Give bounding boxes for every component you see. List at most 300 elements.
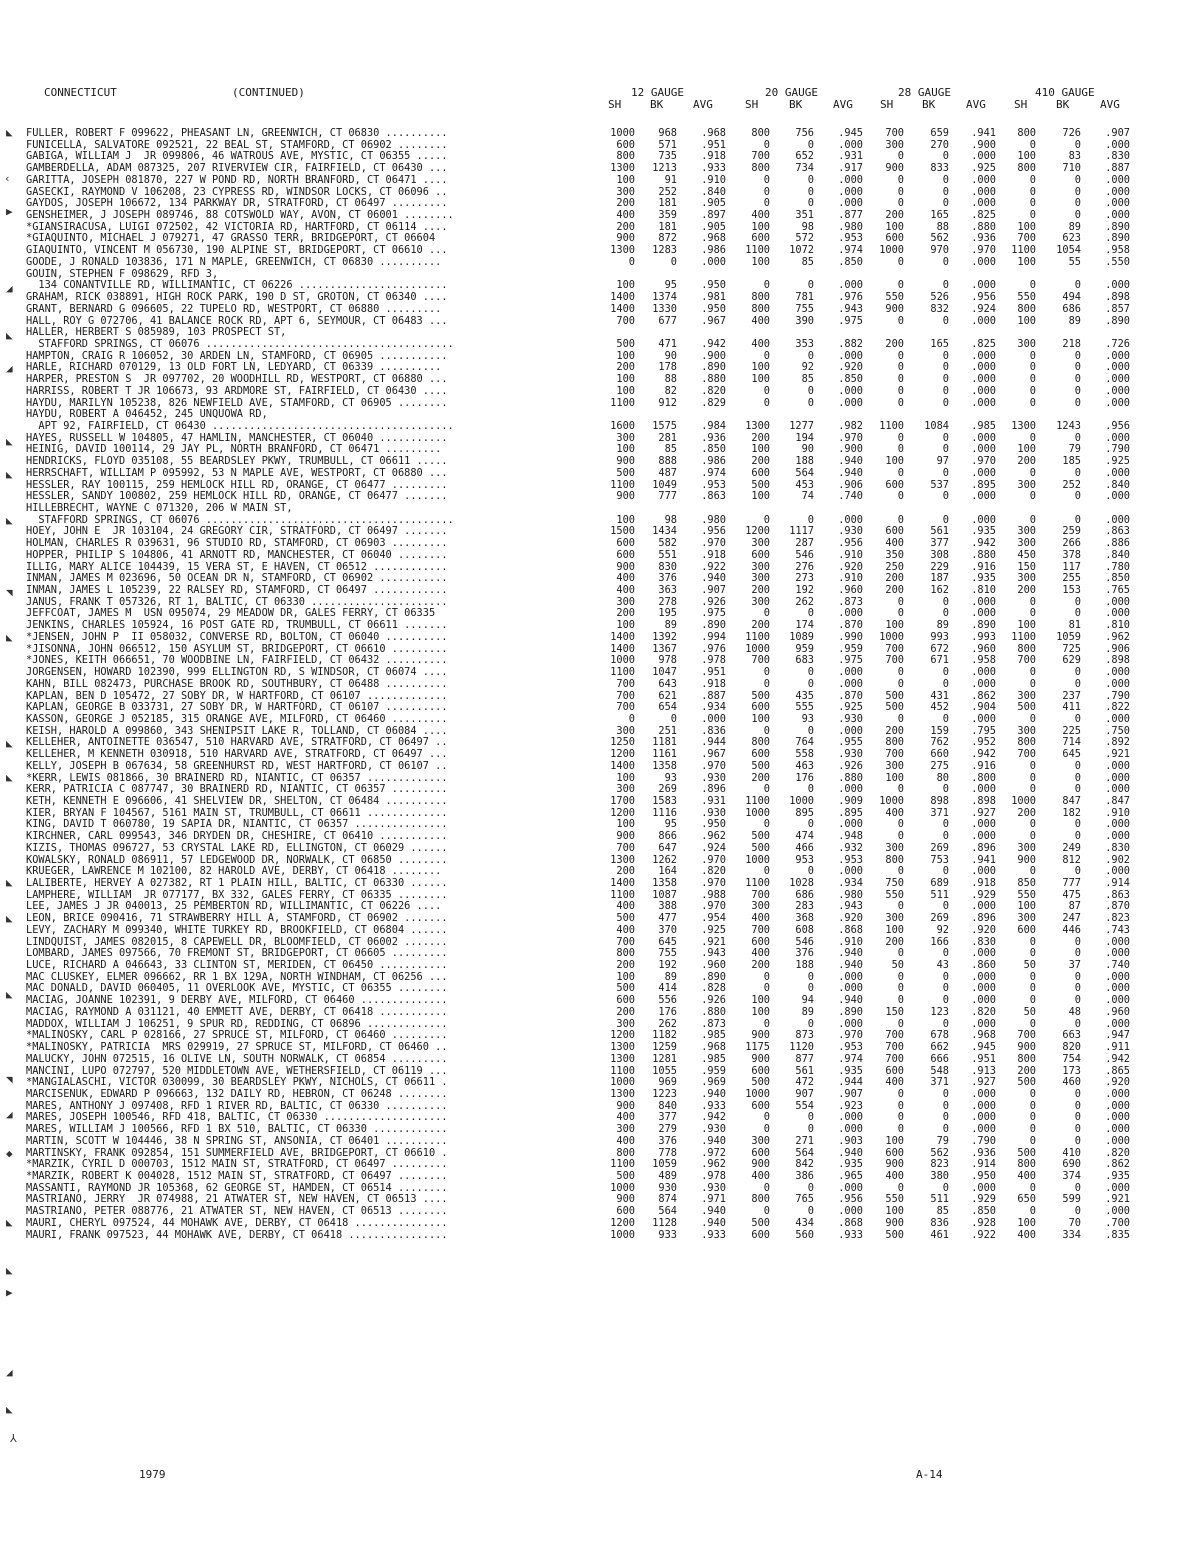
score-cell: 0 (1029, 197, 1036, 210)
score-cell: 500 (751, 478, 770, 491)
shooter-entry: MARES, WILLIAM J 100566, RFD 1 BX 510, BALTIC, CT 06330 ............ (26, 1124, 448, 1136)
score-cell: .000 (971, 361, 996, 374)
score-cell: 400 (616, 584, 635, 597)
score-cell: 800 (1017, 127, 1036, 139)
score-cell: .920 (838, 912, 863, 925)
score-cell: 650 (1017, 1193, 1036, 1206)
score-cell: 1000 (610, 1228, 635, 1241)
score-cell: 1400 (610, 877, 635, 889)
score-cell: 192 (658, 959, 677, 972)
shooter-entry: MARTINSKY, FRANK 092854, 151 SUMMERFIELD AVE, BRIDGEPORT, CT 06610 . (26, 1147, 448, 1159)
shooter-entry: KOWALSKY, RONALD 086911, 57 LEDGEWOOD DR, NORWALK, CT 06850 ........ (26, 854, 448, 866)
score-cell: 0 (1074, 1017, 1081, 1030)
score-cell: 300 (1017, 912, 1036, 925)
score-cell: 100 (616, 970, 635, 983)
score-cell: .953 (838, 853, 863, 866)
score-cell: 0 (1029, 783, 1036, 796)
score-cell: 90 (664, 349, 677, 362)
score-cell: 0 (763, 197, 770, 210)
score-cell: .750 (1105, 724, 1130, 737)
score-cell: .726 (1105, 337, 1130, 350)
score-cell: 487 (658, 466, 677, 479)
score-cell: .940 (838, 455, 863, 468)
score-cell: 0 (628, 712, 635, 725)
score-cell: .000 (838, 677, 863, 690)
score-cell: 200 (751, 619, 770, 632)
score-cell: 550 (885, 1193, 904, 1206)
score-cell: 0 (1029, 279, 1036, 292)
score-cell: 0 (763, 384, 770, 397)
score-cell: 1200 (610, 1029, 635, 1042)
score-cell: 500 (751, 1076, 770, 1089)
score-cell: 800 (616, 1146, 635, 1159)
score-cell: 0 (942, 818, 949, 831)
score-cell: .918 (701, 150, 726, 163)
score-cell: 400 (751, 314, 770, 327)
score-cell: 376 (658, 572, 677, 585)
score-cell: 453 (795, 478, 814, 491)
score-cell: .840 (1105, 478, 1130, 491)
score-cell: .905 (701, 220, 726, 233)
score-cell: .000 (1105, 1134, 1130, 1147)
score-cell: 968 (658, 127, 677, 139)
table-row (0, 480, 1200, 492)
shooter-entry: KASSON, GEORGE J 052185, 315 ORANGE AVE, MILFORD, CT 06460 ......... (26, 713, 448, 725)
score-cell: 1400 (610, 302, 635, 315)
score-cell: 414 (658, 982, 677, 995)
score-cell: 150 (1017, 560, 1036, 573)
score-cell: .000 (1105, 607, 1130, 620)
score-cell: 0 (1029, 1087, 1036, 1100)
table-row (0, 362, 1200, 374)
score-cell: .974 (701, 466, 726, 479)
score-cell: .980 (701, 513, 726, 526)
score-cell: 833 (930, 162, 949, 175)
score-cell: 677 (658, 314, 677, 327)
score-cell: 1300 (610, 1041, 635, 1054)
shooter-entry: STAFFORD SPRINGS, CT 06076 ........................................ (26, 338, 454, 350)
margin-mark: ◥ (6, 1073, 13, 1086)
col-sh: SH (745, 98, 759, 111)
score-cell: 1100 (1011, 630, 1036, 643)
score-cell: 351 (795, 209, 814, 222)
shooter-entry: HESSLER, SANDY 100802, 259 HEMLOCK HILL RD, ORANGE, CT 06477 ....... (26, 491, 448, 503)
score-cell: .910 (701, 173, 726, 186)
score-cell: .880 (701, 1005, 726, 1018)
score-cell: 0 (1074, 209, 1081, 222)
score-cell: 554 (795, 1099, 814, 1112)
score-cell: 548 (930, 1064, 949, 1077)
score-cell: .935 (971, 525, 996, 538)
score-cell: 900 (616, 1099, 635, 1112)
score-cell: 1000 (745, 1087, 770, 1100)
score-cell: 1300 (745, 419, 770, 432)
score-cell: .000 (971, 1087, 996, 1100)
score-cell: 460 (1062, 1076, 1081, 1089)
score-cell: 0 (942, 150, 949, 163)
score-cell: 0 (1074, 1111, 1081, 1124)
score-cell: 800 (1017, 736, 1036, 749)
score-cell: 0 (942, 185, 949, 198)
score-cell: 100 (751, 490, 770, 503)
score-cell: 400 (751, 1169, 770, 1182)
score-cell: 100 (1017, 900, 1036, 913)
score-cell: 93 (664, 771, 677, 784)
score-cell: 100 (616, 619, 635, 632)
score-cell: 1300 (610, 853, 635, 866)
shooter-entry: ILLIG, MARY ALICE 104439, 15 VERA ST, E HAVEN, CT 06512 ............ (26, 561, 448, 573)
score-cell: 0 (1029, 1205, 1036, 1218)
score-cell: 1000 (610, 654, 635, 667)
score-cell: 100 (616, 384, 635, 397)
score-cell: .000 (1105, 771, 1130, 784)
shooter-entry: LOMBARD, JAMES 097566, 70 FREMONT ST, BRIDGEPORT, CT 06605 ......... (26, 948, 448, 960)
score-cell: .825 (971, 337, 996, 350)
score-cell: 1059 (652, 1158, 677, 1171)
shooter-entry: *MALINOSKY, CARL P 028166, 27 SPRUCE ST, MILFORD, CT 06460 ......... (26, 1030, 448, 1042)
score-cell: 750 (885, 877, 904, 889)
score-cell: .913 (971, 1064, 996, 1077)
margin-mark: ◣ (6, 631, 13, 644)
col-avg: AVG (1100, 98, 1120, 111)
score-cell: 840 (658, 1099, 677, 1112)
score-cell: 100 (751, 373, 770, 386)
score-cell: 1100 (610, 1064, 635, 1077)
score-cell: 55 (1068, 255, 1081, 268)
table-row (0, 1136, 1200, 1148)
score-cell: 1100 (745, 244, 770, 257)
score-cell: .000 (1105, 1087, 1130, 1100)
score-cell: 0 (1029, 595, 1036, 608)
score-cell: 0 (763, 982, 770, 995)
score-cell: 0 (763, 1181, 770, 1194)
score-cell: 200 (885, 572, 904, 585)
shooter-entry: LINDQUIST, JAMES 082015, 8 CAPEWELL DR, BLOOMFIELD, CT 06002 ....... (26, 936, 448, 948)
score-cell: 0 (1074, 1087, 1081, 1100)
score-cell: 0 (942, 947, 949, 960)
score-cell: 1392 (652, 630, 677, 643)
score-cell: .000 (971, 513, 996, 526)
score-cell: 550 (1017, 291, 1036, 304)
score-cell: 0 (763, 349, 770, 362)
score-cell: 0 (807, 185, 814, 198)
score-cell: 582 (658, 537, 677, 550)
score-cell: 0 (1074, 1181, 1081, 1194)
score-cell: 1700 (610, 794, 635, 807)
score-cell: .935 (971, 572, 996, 585)
score-cell: 0 (807, 970, 814, 983)
score-cell: .830 (971, 935, 996, 948)
score-cell: .950 (971, 1169, 996, 1182)
score-cell: .945 (838, 127, 863, 139)
footer-year: 1979 (139, 1468, 166, 1481)
score-cell: .970 (838, 1029, 863, 1042)
score-cell: .953 (838, 232, 863, 245)
score-cell: 0 (1074, 349, 1081, 362)
score-cell: 1054 (1056, 244, 1081, 257)
score-cell: 0 (1074, 1099, 1081, 1112)
score-cell: 153 (1062, 584, 1081, 597)
score-cell: 400 (616, 209, 635, 222)
gauge-410-label: 410 GAUGE (1035, 86, 1095, 99)
score-cell: .951 (971, 1052, 996, 1065)
score-cell: 435 (795, 689, 814, 702)
score-cell: 0 (897, 818, 904, 831)
score-cell: .940 (701, 572, 726, 585)
score-cell: 159 (930, 724, 949, 737)
score-cell: .975 (701, 607, 726, 620)
score-cell: .959 (701, 1064, 726, 1077)
score-cell: 1055 (652, 1064, 677, 1077)
score-cell: .000 (971, 349, 996, 362)
score-cell: .000 (1105, 818, 1130, 831)
score-cell: 0 (897, 349, 904, 362)
score-cell: 1000 (879, 794, 904, 807)
score-cell: 0 (897, 373, 904, 386)
margin-mark: ◢ (6, 282, 13, 295)
score-cell: 1300 (610, 244, 635, 257)
score-cell: 562 (930, 232, 949, 245)
score-cell: 0 (1074, 431, 1081, 444)
score-cell: .000 (971, 947, 996, 960)
score-cell: 1000 (610, 127, 635, 139)
score-cell: 0 (897, 1099, 904, 1112)
score-cell: 0 (763, 279, 770, 292)
score-cell: .903 (838, 1134, 863, 1147)
score-cell: 252 (658, 185, 677, 198)
score-cell: 600 (751, 748, 770, 761)
margin-mark: ◣ (6, 771, 13, 784)
score-cell: 0 (897, 970, 904, 983)
score-cell: 561 (930, 525, 949, 538)
score-cell: 200 (616, 1005, 635, 1018)
score-cell: .928 (971, 1216, 996, 1229)
shooter-entry: HEINIG, DAVID 100114, 29 JAY PL, NORTH BRANFORD, CT 06471 ......... (26, 444, 442, 456)
score-cell: 0 (1074, 666, 1081, 679)
score-cell: 0 (807, 1111, 814, 1124)
score-cell: 1028 (789, 877, 814, 889)
shooter-entry: HAMPTON, CRAIG R 106052, 30 ARDEN LN, STAMFORD, CT 06905 ........... (26, 350, 448, 362)
margin-mark: ◢ (6, 1366, 13, 1379)
score-cell: 0 (1074, 490, 1081, 503)
score-cell: 400 (1017, 1228, 1036, 1241)
score-cell: .972 (701, 1146, 726, 1159)
score-cell: 0 (807, 1205, 814, 1218)
score-cell: 0 (1029, 490, 1036, 503)
score-cell: .000 (971, 607, 996, 620)
score-cell: 0 (1074, 994, 1081, 1007)
score-cell: 0 (1074, 197, 1081, 210)
score-cell: .923 (838, 1099, 863, 1112)
score-cell: .952 (971, 736, 996, 749)
score-cell: .905 (701, 197, 726, 210)
score-cell: 0 (897, 185, 904, 198)
score-cell: 0 (942, 443, 949, 456)
score-cell: .929 (971, 1193, 996, 1206)
col-sh: SH (880, 98, 894, 111)
score-cell: 0 (942, 361, 949, 374)
shooter-entry: GARITTA, JOSEPH 081870, 227 W POND RD, NORTH BRANFORD, CT 06471 .... (26, 174, 448, 186)
score-cell: 678 (930, 1029, 949, 1042)
score-cell: 350 (885, 548, 904, 561)
score-cell: 0 (1074, 935, 1081, 948)
score-cell: .900 (971, 138, 996, 151)
score-cell: 1000 (745, 853, 770, 866)
score-cell: 1087 (652, 888, 677, 901)
score-cell: .840 (701, 185, 726, 198)
score-cell: 500 (751, 830, 770, 843)
score-cell: .000 (838, 396, 863, 409)
table-row (0, 468, 1200, 480)
score-cell: 700 (885, 1029, 904, 1042)
score-cell: 100 (751, 712, 770, 725)
score-cell: 654 (658, 701, 677, 714)
score-cell: .931 (701, 794, 726, 807)
score-cell: 98 (664, 513, 677, 526)
score-cell: 823 (930, 1158, 949, 1171)
score-cell: 1367 (652, 642, 677, 655)
score-cell: .929 (971, 888, 996, 901)
score-cell: 0 (897, 865, 904, 878)
table-row (0, 374, 1200, 386)
table-row (0, 1194, 1200, 1206)
score-cell: 900 (885, 1216, 904, 1229)
score-cell: 100 (885, 923, 904, 936)
score-cell: .962 (1105, 630, 1130, 643)
score-cell: 500 (616, 337, 635, 350)
table-row (0, 749, 1200, 761)
score-cell: .000 (1105, 595, 1130, 608)
score-cell: 176 (658, 1005, 677, 1018)
table-row (0, 948, 1200, 960)
score-cell: .932 (838, 841, 863, 854)
shooter-entry: HALL, ROY G 072706, 41 BALANCE ROCK RD, APT 6, SEYMOUR, CT 06483 ... (26, 315, 448, 327)
score-cell: 0 (763, 607, 770, 620)
score-cell: 978 (658, 654, 677, 667)
score-cell: 400 (885, 1169, 904, 1182)
score-cell: .880 (971, 548, 996, 561)
score-cell: .890 (701, 361, 726, 374)
score-cell: .870 (838, 689, 863, 702)
score-cell: .000 (971, 150, 996, 163)
score-cell: 600 (751, 466, 770, 479)
score-cell: 446 (1062, 923, 1081, 936)
shooter-entry: HILLEBRECHT, WAYNE C 071320, 206 W MAIN ST, (26, 503, 293, 514)
score-cell: 0 (1074, 396, 1081, 409)
score-cell: .820 (1105, 1146, 1130, 1159)
score-cell: .000 (838, 1017, 863, 1030)
score-cell: .743 (1105, 923, 1130, 936)
score-cell: 279 (658, 1123, 677, 1136)
score-cell: .922 (701, 560, 726, 573)
score-cell: 0 (942, 255, 949, 268)
score-cell: 546 (795, 935, 814, 948)
score-cell: 247 (1062, 912, 1081, 925)
score-cell: 94 (801, 994, 814, 1007)
score-cell: 0 (1029, 1123, 1036, 1136)
score-cell: .000 (1105, 666, 1130, 679)
score-cell: .898 (1105, 654, 1130, 667)
table-row (0, 1230, 1200, 1242)
score-cell: 755 (658, 947, 677, 960)
score-cell: 475 (1062, 888, 1081, 901)
score-cell: 376 (795, 947, 814, 960)
score-cell: 0 (763, 724, 770, 737)
score-cell: .970 (971, 455, 996, 468)
score-cell: 150 (885, 1005, 904, 1018)
table-row (0, 1054, 1200, 1066)
score-cell: 0 (897, 384, 904, 397)
score-cell: 714 (1062, 736, 1081, 749)
shooter-entry: HAYES, RUSSELL W 104805, 47 HAMLIN, MANCHESTER, CT 06040 ........... (26, 432, 448, 444)
score-cell: 1600 (610, 419, 635, 432)
score-cell: .880 (701, 373, 726, 386)
score-cell: 0 (1074, 173, 1081, 186)
score-cell: .000 (838, 607, 863, 620)
score-cell: 218 (1062, 337, 1081, 350)
score-cell: 0 (897, 490, 904, 503)
score-cell: 599 (1062, 1193, 1081, 1206)
score-cell: .896 (971, 841, 996, 854)
score-cell: .985 (971, 419, 996, 432)
score-cell: 95 (664, 818, 677, 831)
score-cell: 877 (795, 1052, 814, 1065)
score-cell: 1100 (745, 794, 770, 807)
shooter-entry: *MANGIALASCHI, VICTOR 030099, 30 BEARDSLEY PKWY, NICHOLS, CT 06611 . (26, 1077, 448, 1089)
score-cell: 558 (795, 748, 814, 761)
score-cell: .000 (838, 197, 863, 210)
score-cell: 500 (751, 759, 770, 772)
score-cell: 0 (897, 197, 904, 210)
score-cell: 800 (616, 150, 635, 163)
score-cell: .988 (701, 888, 726, 901)
score-cell: 452 (930, 701, 949, 714)
score-cell: 1100 (1011, 244, 1036, 257)
shooter-entry: JORGENSEN, HOWARD 102390, 999 ELLINGTON RD, S WINDSOR, CT 06074 .... (26, 667, 448, 679)
score-cell: .890 (971, 619, 996, 632)
score-cell: 623 (1062, 232, 1081, 245)
score-cell: 79 (936, 1134, 949, 1147)
score-cell: 600 (616, 537, 635, 550)
score-cell: 526 (930, 291, 949, 304)
score-cell: 930 (658, 1181, 677, 1194)
score-cell: 371 (930, 806, 949, 819)
score-cell: .898 (971, 794, 996, 807)
score-cell: 900 (885, 1158, 904, 1171)
score-cell: 500 (751, 1216, 770, 1229)
score-cell: .000 (1105, 173, 1130, 186)
score-cell: .850 (1105, 572, 1130, 585)
score-cell: 1358 (652, 877, 677, 889)
score-cell: 0 (807, 666, 814, 679)
score-cell: .000 (1105, 865, 1130, 878)
score-cell: 0 (897, 994, 904, 1007)
score-cell: .000 (1105, 830, 1130, 843)
score-cell: 87 (1068, 900, 1081, 913)
shooter-entry: MAURI, FRANK 097523, 44 MOHAWK AVE, DERBY, CT 06418 ................ (26, 1229, 448, 1241)
score-cell: 1117 (789, 525, 814, 538)
score-cell: .820 (701, 384, 726, 397)
score-cell: 237 (1062, 689, 1081, 702)
score-cell: 0 (763, 666, 770, 679)
score-cell: 390 (795, 314, 814, 327)
score-cell: .956 (971, 291, 996, 304)
score-cell: .956 (1105, 419, 1130, 432)
score-cell: 1000 (745, 806, 770, 819)
score-cell: 188 (795, 455, 814, 468)
shooter-entry: HENDRICKS, FLOYD 035108, 55 BEARDSLEY PKWY, TRUMBULL, CT 06611 ..... (26, 456, 448, 468)
score-cell: 200 (751, 431, 770, 444)
